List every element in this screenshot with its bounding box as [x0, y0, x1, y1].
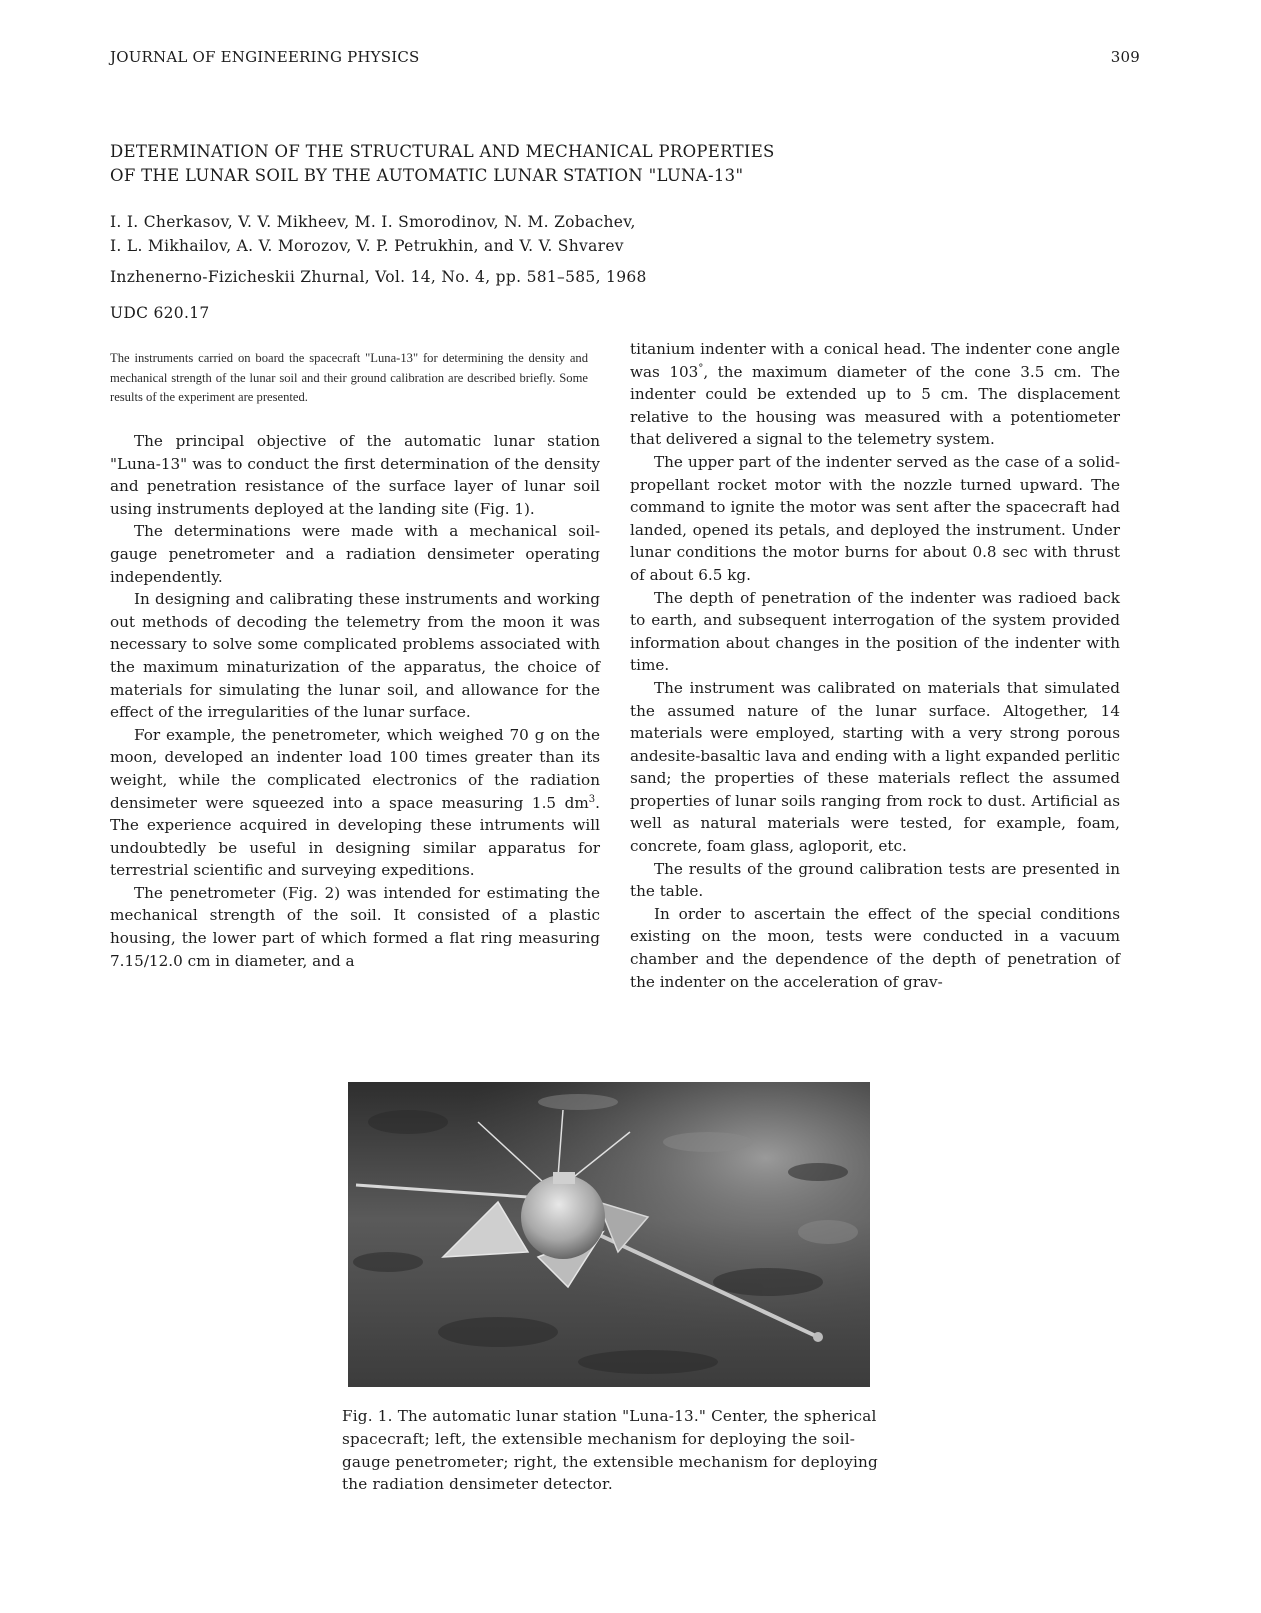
paragraph: The penetrometer (Fig. 2) was intended for estimating the mechanical strength of the soil. It consisted of a plastic housing, the lower part of which formed a flat ring measuring 7.15/12.0 cm in diameter, and a — [110, 883, 600, 970]
udc-code: UDC 620.17 — [110, 304, 210, 322]
authors-line-2: I. L. Mikhailov, A. V. Morozov, V. P. Petrukhin, and V. V. Shvarev — [110, 237, 624, 255]
article-title — [110, 140, 870, 188]
paragraph: The upper part of the indenter served as the case of a solid-propellant rocket motor with the nozzle turned upward. The command to ignite the motor was sent after the spacecraft had landed, opened its petals, and deployed the instrument. Under lunar conditions the motor burns for about 0.8 sec with thrust of about 6.5 kg. — [630, 452, 1120, 584]
paragraph: The depth of penetration of the indenter was radioed back to earth, and subsequent interrogation of the system provided information about changes in the position of the indenter with time. — [630, 588, 1120, 675]
superscript: 3 — [588, 793, 596, 805]
paragraph: In order to ascertain the effect of the special conditions existing on the moon, tests were conducted in a vacuum chamber and the dependence of the depth of penetration of the indenter on the acceleration of grav- — [630, 904, 1120, 991]
paragraph-text: . The experience acquired in developing these intruments will undoubtedly be useful in designing similar apparatus for terrestrial scientific and surveying expeditions. — [110, 793, 600, 880]
paragraph-text: titanium indenter with a conical head. The indenter cone angle was 103 — [630, 340, 1120, 381]
figure-luna13-photo — [348, 1082, 870, 1387]
title-line-1: DETERMINATION OF THE STRUCTURAL AND MECHANICAL PROPERTIES — [110, 142, 775, 161]
paragraph: In designing and calibrating these instruments and working out methods of decoding the telemetry from the moon it was necessary to solve some complicated problems associated with the maximum minaturization of the apparatus, the choice of materials for simulating the lunar soil, and allowance for the effect of the irregularities of the lunar surface. — [110, 590, 600, 722]
page-number: 309 — [1110, 48, 1140, 66]
body-column-right — [630, 338, 1120, 993]
paragraph-text: , the maximum diameter of the cone 3.5 cm. The indenter could be extended up to 5 cm. The displacement relative to the housing was measured with a potentiometer that delivered a signal to the telemetry system. — [630, 362, 1120, 449]
abstract: The instruments carried on board the spacecraft "Luna-13" for determining the density and mechanical strength of the lunar soil and their ground calibration are described briefly. Some results of the experiment are presented. — [110, 351, 588, 404]
author-list — [110, 210, 870, 258]
paragraph: The results of the ground calibration tests are presented in the table. — [630, 859, 1120, 901]
spherical-spacecraft — [521, 1175, 605, 1259]
citation: Inzhenerno-Fizicheskii Zhurnal, Vol. 14, No. 4, pp. 581–585, 1968 — [110, 268, 647, 286]
lunar-station-photo — [348, 1082, 870, 1387]
authors-line-1: I. I. Cherkasov, V. V. Mikheev, M. I. Smorodinov, N. M. Zobachev, — [110, 213, 636, 231]
superscript: ° — [698, 362, 704, 374]
title-line-2: OF THE LUNAR SOIL BY THE AUTOMATIC LUNAR STATION "LUNA-13" — [110, 166, 744, 185]
paragraph: The determinations were made with a mechanical soil-gauge penetrometer and a radiation densimeter operating independently. — [110, 522, 600, 586]
paragraph — [630, 338, 1120, 451]
body-column-left — [110, 430, 600, 972]
paragraph: The principal objective of the automatic lunar station "Luna-13" was to conduct the first determination of the density and penetration resistance of the surface layer of lunar soil using instruments deployed at the landing site (Fig. 1). — [110, 432, 600, 518]
densimeter-detector — [813, 1332, 823, 1342]
figure-caption: Fig. 1. The automatic lunar station "Luna-13." Center, the spherical spacecraft; left, the extensible mechanism for deploying the soil-gauge penetrometer; right, the extensible mechanism for deploying the radiation densimeter detector. — [342, 1407, 878, 1494]
paragraph-text: For example, the penetrometer, which weighed 70 g on the moon, developed an indenter load 100 times greater than its weight, while the complicated electronics of the radiation densimeter were squeezed into a space measuring 1.5 dm — [110, 725, 600, 812]
paragraph: The instrument was calibrated on materials that simulated the assumed nature of the lunar surface. Altogether, 14 materials were employed, starting with a very strong porous andesite-basaltic lava and ending with a light expanded perlitic sand; the properties of these materials reflect the assumed properties of lunar soils ranging from rock to dust. Artificial as well as natural materials were tested, for example, foam, concrete, foam glass, agloporit, etc. — [630, 678, 1120, 856]
paragraph — [110, 724, 600, 882]
journal-name: JOURNAL OF ENGINEERING PHYSICS — [110, 48, 420, 66]
